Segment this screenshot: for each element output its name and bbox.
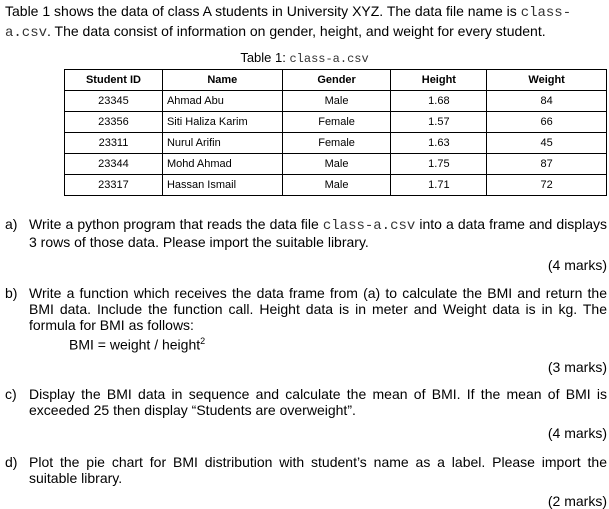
header-name: Name	[162, 70, 282, 91]
bmi-formula	[69, 333, 607, 353]
cell-gender: Male	[282, 175, 391, 196]
question-a	[5, 216, 607, 273]
student-data-table	[64, 69, 607, 196]
question-a-text-2: into a data frame and displays 3 rows of those data. Please import the suitable library.	[29, 216, 607, 250]
header-height: Height	[391, 70, 487, 91]
bmi-formula-text: BMI = weight / height	[69, 336, 201, 353]
cell-student-id: 23344	[65, 154, 163, 175]
table-row	[65, 91, 607, 112]
table-caption-prefix: Table 1:	[240, 50, 290, 65]
table-caption	[0, 50, 609, 66]
cell-gender: Male	[282, 91, 391, 112]
table-row	[65, 175, 607, 196]
table-row	[65, 112, 607, 133]
cell-student-id: 23356	[65, 112, 163, 133]
cell-student-id: 23317	[65, 175, 163, 196]
question-a-text	[29, 216, 607, 250]
table-header-row	[65, 70, 607, 91]
table-row	[65, 133, 607, 154]
question-c-text: Display the BMI data in sequence and calculate the mean of BMI. If the mean of BMI is exceeded 25 then display “Students are overweight”.	[29, 386, 607, 418]
cell-weight: 87	[487, 154, 607, 175]
question-c-letter: c)	[5, 386, 17, 402]
cell-name: Hassan Ismail	[162, 175, 282, 196]
question-b	[5, 285, 607, 375]
cell-name: Siti Haliza Karim	[162, 112, 282, 133]
cell-gender: Female	[282, 133, 391, 154]
intro-paragraph	[5, 2, 605, 42]
bmi-formula-exponent: 2	[200, 336, 206, 346]
question-a-letter: a)	[5, 216, 18, 232]
cell-weight: 84	[487, 91, 607, 112]
cell-weight: 72	[487, 175, 607, 196]
cell-name: Nurul Arifin	[162, 133, 282, 154]
question-d	[5, 454, 607, 509]
header-weight: Weight	[487, 70, 607, 91]
header-student-id: Student ID	[65, 70, 163, 91]
table-row	[65, 154, 607, 175]
intro-text-2: . The data consist of information on gender, height, and weight for every student.	[47, 23, 546, 39]
question-b-text: Write a function which receives the data frame from (a) to calculate the BMI and return the BMI data. Include the function call. Height data is in meter and Weight data is in kg. The formula for BMI as follows:	[29, 285, 607, 333]
question-d-letter: d)	[5, 454, 18, 470]
question-a-marks: (4 marks)	[547, 257, 607, 273]
cell-name: Mohd Ahmad	[162, 154, 282, 175]
header-gender: Gender	[282, 70, 391, 91]
question-d-marks: (2 marks)	[547, 493, 607, 509]
question-b-letter: b)	[5, 285, 18, 301]
cell-weight: 45	[487, 133, 607, 154]
intro-filename: class-a.csv	[5, 5, 572, 41]
cell-height: 1.57	[391, 112, 487, 133]
question-c	[5, 386, 607, 441]
question-a-filename: class-a.csv	[322, 218, 416, 234]
cell-gender: Female	[282, 112, 391, 133]
cell-student-id: 23345	[65, 91, 163, 112]
question-b-marks: (3 marks)	[547, 358, 607, 375]
cell-name: Ahmad Abu	[162, 91, 282, 112]
question-c-marks: (4 marks)	[547, 425, 607, 441]
intro-text-1: Table 1 shows the data of class A students in University XYZ. The data file name is	[5, 3, 521, 19]
cell-gender: Male	[282, 154, 391, 175]
question-a-text-1: Write a python program that reads the data file	[29, 216, 323, 232]
cell-weight: 66	[487, 112, 607, 133]
question-d-text: Plot the pie chart for BMI distribution with student’s name as a label. Please import the suitable library.	[29, 454, 607, 486]
cell-height: 1.75	[391, 154, 487, 175]
cell-height: 1.71	[391, 175, 487, 196]
table-caption-file: class-a.csv	[289, 52, 369, 66]
cell-height: 1.68	[391, 91, 487, 112]
cell-student-id: 23311	[65, 133, 163, 154]
cell-height: 1.63	[391, 133, 487, 154]
